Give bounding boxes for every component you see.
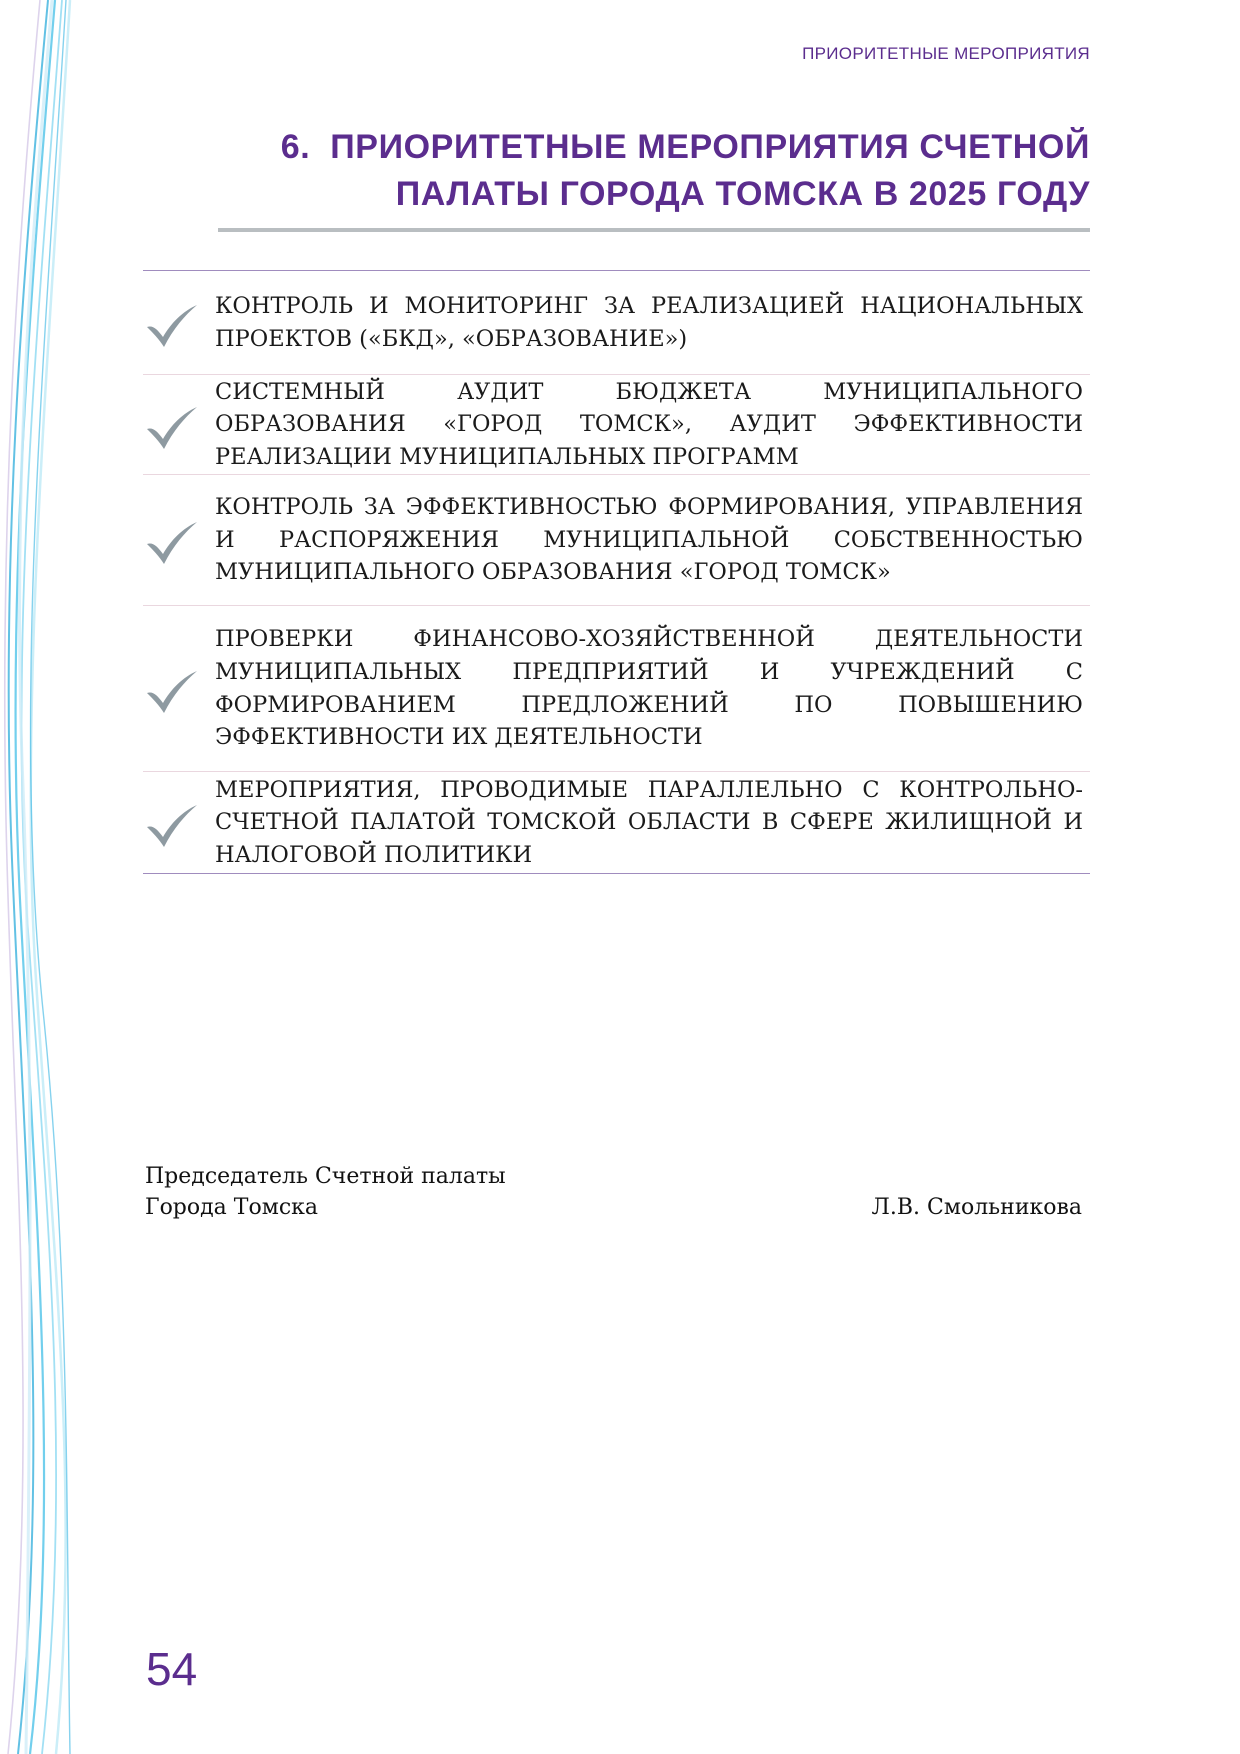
signature-role-line2: Города Томска bbox=[145, 1195, 319, 1220]
list-item-text: МЕРОПРИЯТИЯ, ПРОВОДИМЫЕ ПАРАЛЛЕЛЬНО С КОНТРОЛЬНО-СЧЕТНОЙ ПАЛАТОЙ ТОМСКОЙ ОБЛАСТИ В СФЕРЕ ЖИЛИЩНОЙ И НАЛОГОВОЙ ПОЛИТИКИ bbox=[215, 776, 1083, 868]
section-title-line2: ПАЛАТЫ ГОРОДА ТОМСКА В 2025 ГОДУ bbox=[395, 175, 1090, 213]
list-item bbox=[143, 374, 1090, 474]
section-title bbox=[170, 124, 1090, 218]
list-item bbox=[143, 605, 1090, 771]
signature-role-line1: Председатель Счетной палаты bbox=[145, 1164, 506, 1189]
signature-name: Л.В. Смольникова bbox=[871, 1195, 1082, 1220]
checkmark-icon bbox=[145, 520, 199, 566]
title-divider bbox=[218, 228, 1090, 232]
decorative-wave-lines bbox=[0, 0, 120, 1754]
page-number: 54 bbox=[146, 1643, 198, 1695]
running-header: ПРИОРИТЕТНЫЕ МЕРОПРИЯТИЯ bbox=[802, 44, 1090, 63]
signature-block bbox=[145, 1161, 1090, 1223]
list-item-text: СИСТЕМНЫЙ АУДИТ БЮДЖЕТА МУНИЦИПАЛЬНОГО ОБРАЗОВАНИЯ «ГОРОД ТОМСК», АУДИТ ЭФФЕКТИВНОСТИ РЕАЛИЗАЦИИ МУНИЦИПАЛЬНЫХ ПРОГРАММ bbox=[215, 378, 1083, 470]
list-item bbox=[143, 271, 1090, 374]
checkmark-icon bbox=[145, 803, 199, 849]
checkmark-icon bbox=[145, 405, 199, 451]
checkmark-icon bbox=[145, 303, 199, 349]
list-item bbox=[143, 474, 1090, 605]
list-item-text: КОНТРОЛЬ ЗА ЭФФЕКТИВНОСТЬЮ ФОРМИРОВАНИЯ, УПРАВЛЕНИЯ И РАСПОРЯЖЕНИЯ МУНИЦИПАЛЬНОЙ СОБСТВЕННОСТЬЮ МУНИЦИПАЛЬНОГО ОБРАЗОВАНИЯ «ГОРОД ТОМСК» bbox=[215, 494, 1083, 586]
section-number: 6. bbox=[280, 128, 311, 166]
section-title-line1: ПРИОРИТЕТНЫЕ МЕРОПРИЯТИЯ СЧЕТНОЙ bbox=[330, 128, 1090, 166]
checkmark-icon bbox=[145, 669, 199, 715]
list-item-text: ПРОВЕРКИ ФИНАНСОВО-ХОЗЯЙСТВЕННОЙ ДЕЯТЕЛЬНОСТИ МУНИЦИПАЛЬНЫХ ПРЕДПРИЯТИЙ И УЧРЕЖДЕНИЙ С ФОРМИРОВАНИЕМ ПРЕДЛОЖЕНИЙ ПО ПОВЫШЕНИЮ ЭФФЕКТИВНОСТИ ИХ ДЕЯТЕЛЬНОСТИ bbox=[215, 626, 1083, 751]
priority-list bbox=[143, 270, 1090, 874]
list-item-text: КОНТРОЛЬ И МОНИТОРИНГ ЗА РЕАЛИЗАЦИЕЙ НАЦИОНАЛЬНЫХ ПРОЕКТОВ («БКД», «ОБРАЗОВАНИЕ») bbox=[215, 292, 1083, 352]
list-item bbox=[143, 771, 1090, 873]
